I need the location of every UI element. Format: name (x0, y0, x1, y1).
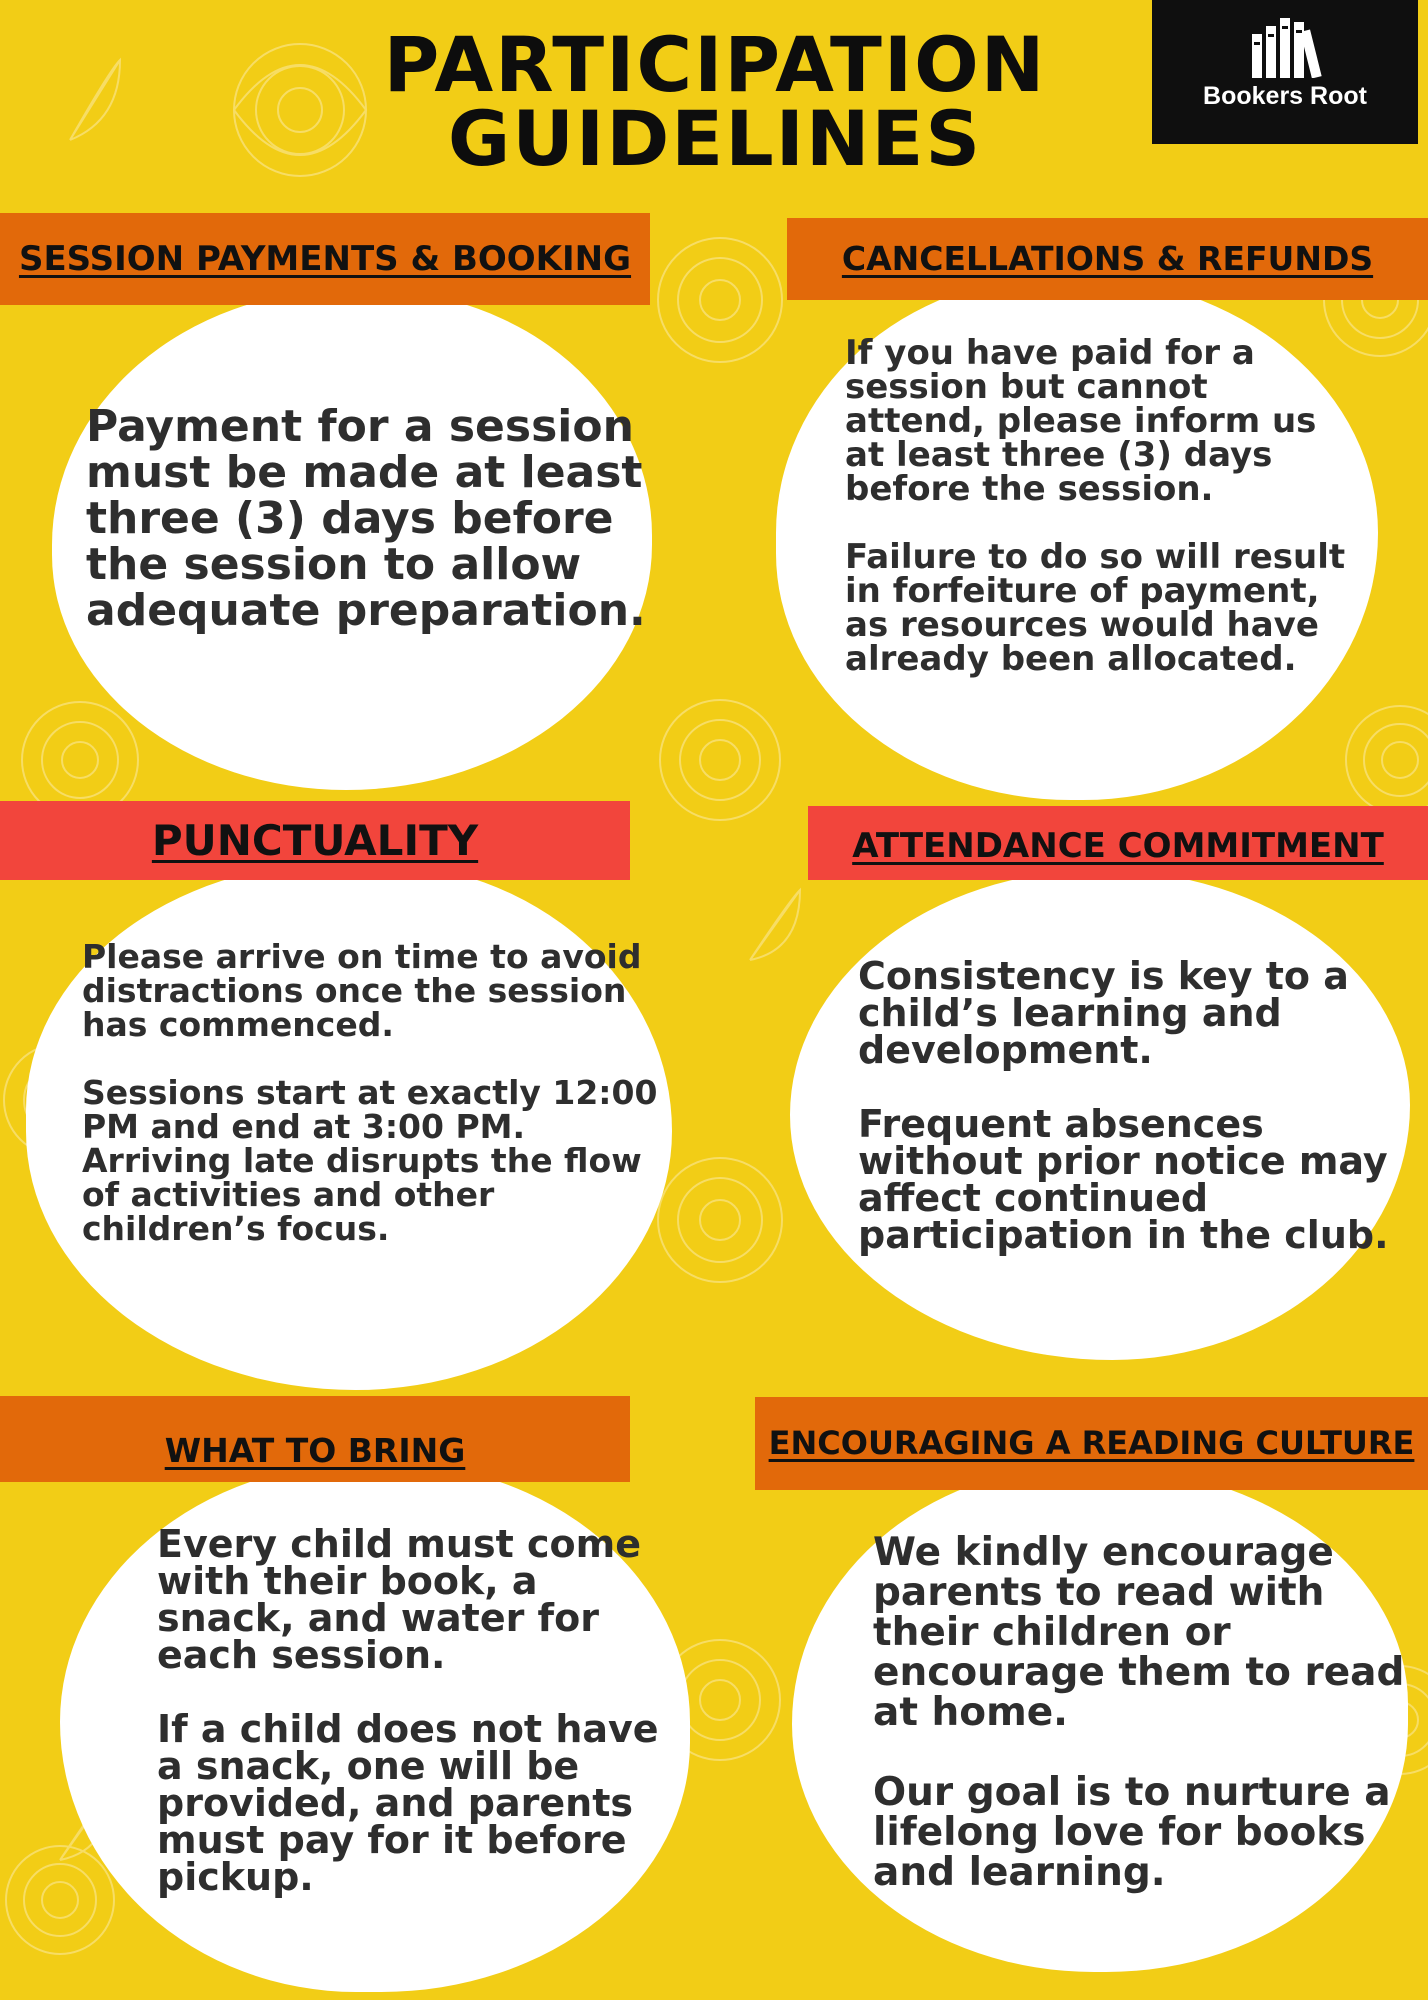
attendance-text (858, 954, 1408, 1257)
cancellations-heading: CANCELLATIONS & REFUNDS (787, 218, 1428, 300)
punctuality-heading: PUNCTUALITY (0, 801, 630, 880)
payments-heading: SESSION PAYMENTS & BOOKING (0, 213, 650, 305)
punctuality-paragraph-1: Please arrive on time to avoid distractions once the session has commenced. (82, 937, 642, 1044)
payments-text (86, 401, 646, 636)
bring-heading: WHAT TO BRING (0, 1396, 630, 1482)
page-title (330, 20, 1100, 183)
punctuality-paragraph-2: Sessions start at exactly 12:00 PM and end at 3:00 PM. Arriving late disrupts the flow of activities and other children’s focus. (82, 1073, 658, 1248)
logo-text: Bookers Root (1203, 82, 1367, 110)
attendance-paragraph-1: Consistency is key to a child’s learning and development. (858, 954, 1349, 1072)
bring-text (157, 1522, 677, 1899)
cancellations-paragraph-2: Failure to do so will result in forfeiture of payment, as resources would have already been allocated. (845, 537, 1346, 679)
reading-text (873, 1530, 1413, 1895)
title-line-1: PARTICIPATION (383, 20, 1047, 109)
brand-logo (1152, 0, 1418, 144)
books-icon (1248, 12, 1324, 78)
bring-paragraph-1: Every child must come with their book, a snack, and water for each session. (157, 1522, 641, 1677)
payments-paragraph-1: Payment for a session must be made at least three (3) days before the session to allow adequate preparation. (86, 401, 646, 636)
cancellations-text (845, 333, 1355, 679)
cancellations-paragraph-1: If you have paid for a session but cannot attend, please inform us at least three (3) days before the session. (845, 333, 1317, 509)
bring-paragraph-2: If a child does not have a snack, one will be provided, and parents must pay for it before pickup. (157, 1707, 659, 1899)
reading-paragraph-1: We kindly encourage parents to read with their children or encourage them to read at home. (873, 1530, 1405, 1735)
punctuality-text (82, 937, 680, 1248)
reading-heading: ENCOURAGING A READING CULTURE (755, 1397, 1428, 1490)
attendance-paragraph-2: Frequent absences without prior notice may affect continued participation in the club. (858, 1102, 1389, 1257)
reading-paragraph-2: Our goal is to nurture a lifelong love for books and learning. (873, 1770, 1391, 1895)
attendance-heading: ATTENDANCE COMMITMENT (808, 806, 1428, 880)
title-line-2: GUIDELINES (447, 94, 983, 183)
